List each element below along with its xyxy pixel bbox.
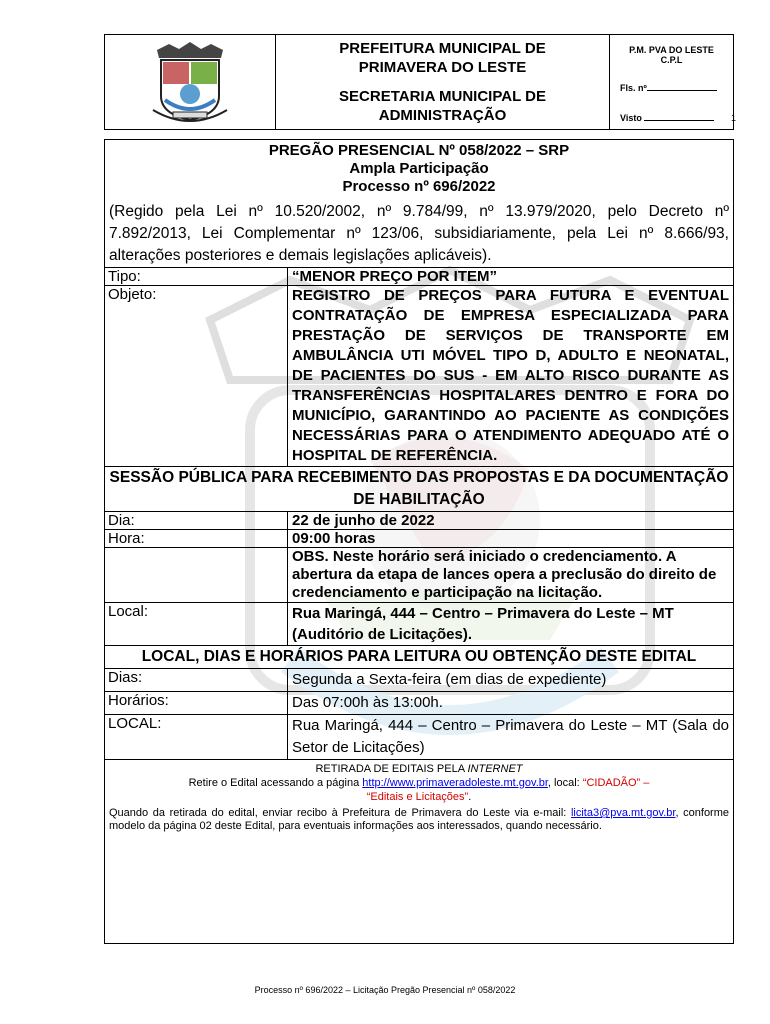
dia-row [105,511,733,529]
tipo-row [105,267,733,285]
retirada-section [105,759,733,804]
retirada-editais: “Editais e Licitações” [366,791,469,803]
tipo-value: “MENOR PREÇO POR ITEM” [292,268,498,285]
retirada-mid: , local: [547,777,583,789]
edital-title: LOCAL, DIAS E HORÁRIOS PARA LEITURA OU OBTENÇÃO DESTE EDITAL [105,645,733,668]
sessao-title: SESSÃO PÚBLICA PARA RECEBIMENTO DAS PROPOSTAS E DA DOCUMENTAÇÃO DE HABILITAÇÃO [105,466,733,511]
processo-number: Processo nº 696/2022 [342,178,496,195]
visto-label: Visto [620,113,642,123]
visto-field [620,113,714,123]
tipo-label: Tipo: [105,268,288,285]
hora-row [105,529,733,547]
retirada-title-italic: INTERNET [467,763,523,775]
prefeitura-site-link[interactable]: http://www.primaveradoleste.mt.gov.br [362,777,548,789]
retirada-line-2 [105,790,733,804]
subtitle-line-1: SECRETARIA MUNICIPAL DE [339,88,546,105]
retirada-end: . [468,791,472,803]
regido-text: (Regido pela Lei nº 10.520/2002, nº 9.784/99, nº 13.979/2020, pelo Decreto nº 7.892/2013, Lei Complementar nº 123/06, subsidiariamente, pela Lei nº 8.666/93, alterações posteriores e demais legislações aplicáveis). [109,203,729,264]
dias-value: Segunda a Sexta-feira (em dias de expediente) [292,671,607,688]
fls-label: Fls. nº [620,83,647,93]
info-line-2: C.P.L [660,55,683,65]
page-footer: Processo nº 696/2022 – Licitação Pregão Presencial nº 058/2022 [254,985,516,995]
email-link[interactable]: licita3@pva.mt.gov.br [570,807,676,819]
dia-label: Dia: [105,512,288,529]
horarios-label: Horários: [105,692,288,714]
title-line-2: PRIMAVERA DO LESTE [358,59,527,76]
coat-of-arms-logo [151,40,229,124]
pregao-title: PREGÃO PRESENCIAL Nº 058/2022 – SRP [268,142,570,159]
dias-label: Dias: [105,669,288,691]
retirada-title [105,762,733,776]
objeto-label: Objeto: [105,286,288,466]
quando-prefix: Quando da retirada do edital, enviar recibo à Prefeitura de Primavera do Leste via e-mail: [109,807,571,819]
edital-table [104,139,734,944]
retirada-line [105,776,733,790]
horarios-value: Das 07:00h às 13:00h. [292,694,443,711]
retirada-prefix: Retire o Edital acessando a página [188,777,363,789]
retirada-title-prefix: RETIRADA DE EDITAIS PELA [315,763,468,775]
document-header [104,34,734,130]
quando-suffix: , conforme modelo da página 02 deste Edital, para eventuais informações aos interessados, quando necessário. [109,807,730,832]
dias-row [105,668,733,691]
obs-row [105,547,733,602]
objeto-row [105,285,733,466]
obs-value: OBS. Neste horário será iniciado o credenciamento. A abertura da etapa de lances opera a preclusão do direito de credenciamento e participação na licitação. [292,548,717,601]
ampla-participacao: Ampla Participação [349,160,489,177]
horarios-row [105,691,733,714]
local2-value: Rua Maringá, 444 – Centro – Primavera do Leste – MT (Sala do Setor de Licitações) [292,717,729,756]
objeto-value: REGISTRO DE PREÇOS PARA FUTURA E EVENTUAL CONTRATAÇÃO DE EMPRESA ESPECIALIZADA PARA PRESTAÇÃO DE SERVIÇOS DE TRANSPORTE EM AMBULÂNCIA UTI MÓVEL TIPO D, ADULTO E NEONATAL, DE PACIENTES DO SUS - EM ALTO RISCO DURANTE AS TRANSFERÊNCIAS HOSPITALARES DENTRO E FORA DO MUNICÍPIO, GARANTINDO AO PACIENTE AS CONDIÇÕES NECESSÁRIAS PARA O ATENDIMENTO ADEQUADO ATÉ O HOSPITAL DE REFERÊNCIA. [292,287,729,464]
local-row [105,602,733,645]
page-mark: 1 [730,113,736,123]
fls-field [620,83,717,93]
info-line-1: P.M. PVA DO LESTE [629,45,714,55]
dia-value: 22 de junho de 2022 [292,512,435,529]
local2-label: LOCAL: [105,715,288,759]
subtitle-line-2: ADMINISTRAÇÃO [378,107,507,124]
local2-row [105,714,733,759]
obs-empty-label [105,548,288,602]
local-value: Rua Maringá, 444 – Centro – Primavera do Leste – MT (Auditório de Licitações). [292,605,674,643]
retirada-cidadao: “CIDADÃO” – [582,777,650,789]
title-line-1: PREFEITURA MUNICIPAL DE [339,40,546,57]
header-title [276,35,610,129]
logo-cell [105,35,276,129]
local-label: Local: [105,603,288,645]
hora-value: 09:00 horas [292,530,376,547]
hora-label: Hora: [105,530,288,547]
quando-text [105,804,733,833]
header-info [610,35,736,129]
